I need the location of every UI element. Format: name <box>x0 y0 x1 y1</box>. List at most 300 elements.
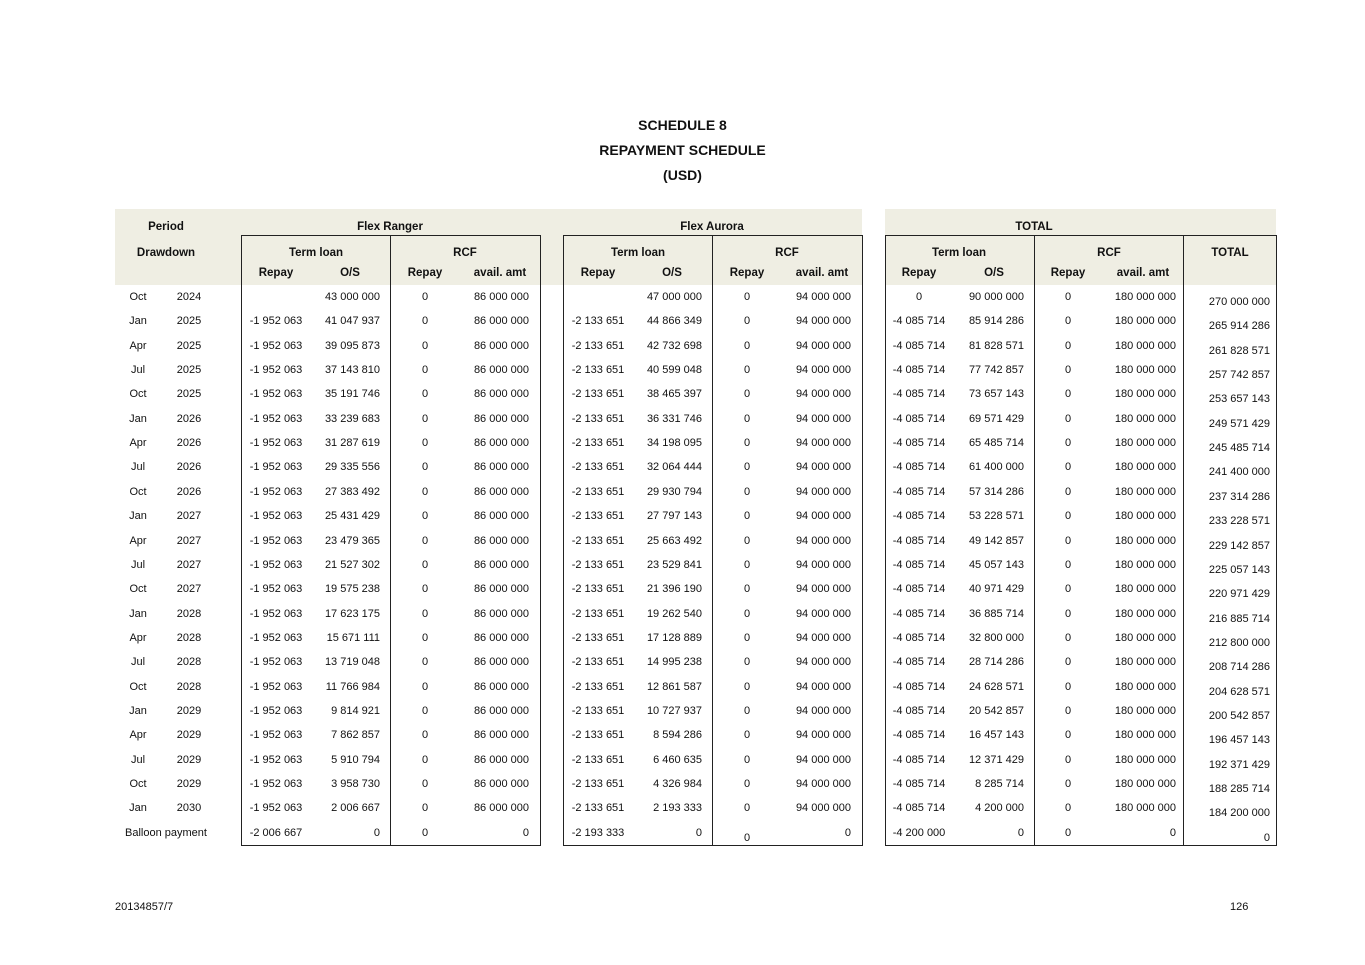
total-tl-repay-cell: -4 085 714 <box>892 778 946 790</box>
aurora-tl-os-cell: 40 599 048 <box>646 364 702 377</box>
total-divider-2 <box>1183 235 1184 846</box>
total-rcf-avail-cell: 180 000 000 <box>1114 680 1176 693</box>
total-tl-os-cell: 85 914 286 <box>968 315 1024 328</box>
ranger-rcf-avail-cell: 86 000 000 <box>473 339 529 352</box>
ranger-rcf-avail-cell: 86 000 000 <box>473 437 529 450</box>
aurora-rcf-avail-cell: 94 000 000 <box>795 364 851 377</box>
period-month: Jul <box>130 753 146 766</box>
ranger-rcf-avail-cell: 86 000 000 <box>473 802 529 815</box>
ranger-tl-os-cell: 17 623 175 <box>324 607 380 620</box>
ranger-tl-os-cell: 39 095 873 <box>324 339 380 352</box>
aurora-tl-repay-cell: -2 133 651 <box>571 437 625 450</box>
aurora-rcf-header: RCF <box>775 247 799 259</box>
aurora-tl-os-cell: 36 331 746 <box>646 412 702 425</box>
total-tl-repay-cell: -4 085 714 <box>892 607 946 620</box>
aurora-rcf-avail-cell: 94 000 000 <box>795 412 851 425</box>
total-rcf-avail-cell: 0 <box>1169 826 1176 839</box>
aurora-tl-os-cell: 42 732 698 <box>646 339 702 352</box>
period-year: 2024 <box>176 291 202 303</box>
period-year: 2028 <box>176 656 202 669</box>
total-tl-repay-cell: -4 085 714 <box>892 339 946 352</box>
ranger-tl-os-cell: 25 431 429 <box>324 510 380 523</box>
total-tl-os-cell: 0 <box>1017 826 1024 839</box>
period-year: 2026 <box>176 412 202 425</box>
ranger-tl-repay-cell: -1 952 063 <box>249 388 303 401</box>
ranger-rcf-repay-cell: 0 <box>421 607 429 620</box>
aurora-tl-repay-cell: -2 133 651 <box>571 388 625 401</box>
period-month: Jul <box>130 558 146 571</box>
ranger-rcf-repay-cell: 0 <box>421 729 429 742</box>
ranger-tl-os-cell: 0 <box>373 826 380 839</box>
ranger-tl-repay-cell: -2 006 667 <box>249 826 303 839</box>
grand-total-cell: 208 714 286 <box>1208 661 1270 674</box>
aurora-tl-os-header: O/S <box>662 267 682 279</box>
ranger-rcf-repay-cell: 0 <box>421 315 429 328</box>
grand-total-cell: 241 400 000 <box>1208 466 1270 479</box>
total-tl-os-cell: 24 628 571 <box>968 680 1024 693</box>
total-rcf-repay-cell: 0 <box>1064 412 1072 425</box>
aurora-tl-repay-cell: -2 133 651 <box>571 729 625 742</box>
ranger-tl-os-cell: 15 671 111 <box>326 631 380 644</box>
ranger-tl-os-cell: 29 335 556 <box>324 461 380 474</box>
ranger-tl-os-cell: 31 287 619 <box>324 437 380 450</box>
total-tl-os-cell: 40 971 429 <box>968 583 1024 596</box>
total-rcf-repay-cell: 0 <box>1064 534 1072 547</box>
aurora-rcf-repay-cell: 0 <box>743 704 751 717</box>
total-rcf-avail-cell: 180 000 000 <box>1114 656 1176 669</box>
total-rcf-repay-cell: 0 <box>1064 364 1072 377</box>
aurora-tl-os-cell: 47 000 000 <box>646 291 702 303</box>
total-rcf-avail-cell: 180 000 000 <box>1114 753 1176 766</box>
ranger-tl-os-cell: 27 383 492 <box>324 485 380 498</box>
total-rcf-repay-cell: 0 <box>1064 607 1072 620</box>
aurora-rcf-repay-cell: 0 <box>743 510 751 523</box>
total-rcf-repay-cell: 0 <box>1064 315 1072 328</box>
period-year: 2028 <box>176 607 202 620</box>
ranger-tl-repay-cell: -1 952 063 <box>249 534 303 547</box>
period-year: 2027 <box>176 583 202 596</box>
total-tl-repay-cell: -4 085 714 <box>892 534 946 547</box>
total-tl-os-cell: 69 571 429 <box>968 412 1024 425</box>
aurora-tl-os-cell: 12 861 587 <box>646 680 702 693</box>
total-tl-repay-cell: -4 085 714 <box>892 656 946 669</box>
total-rcf-repay-cell: 0 <box>1064 510 1072 523</box>
ranger-tl-os-cell: 19 575 238 <box>324 583 380 596</box>
ranger-rcf-repay-cell: 0 <box>421 388 429 401</box>
total-tl-os-cell: 45 057 143 <box>968 558 1024 571</box>
ranger-rcf-repay-cell: 0 <box>421 802 429 815</box>
total-rcf-avail-cell: 180 000 000 <box>1114 778 1176 790</box>
total-tl-os-cell: 73 657 143 <box>968 388 1024 401</box>
ranger-tl-repay-cell: -1 952 063 <box>249 729 303 742</box>
period-month: Jul <box>130 364 146 377</box>
aurora-tl-repay-cell: -2 133 651 <box>571 778 625 790</box>
schedule-subtitle: REPAYMENT SCHEDULE <box>599 142 766 158</box>
aurora-rcf-repay-cell: 0 <box>743 753 751 766</box>
aurora-tl-os-cell: 10 727 937 <box>646 704 702 717</box>
grand-total-cell: 233 228 571 <box>1208 515 1270 528</box>
aurora-rcf-repay-cell: 0 <box>743 339 751 352</box>
grand-total-cell: 245 485 714 <box>1208 442 1270 455</box>
total-tl-repay-cell: -4 085 714 <box>892 753 946 766</box>
aurora-rcf-avail-cell: 94 000 000 <box>795 437 851 450</box>
total-tl-os-cell: 53 228 571 <box>968 510 1024 523</box>
aurora-tl-repay-cell: -2 133 651 <box>571 485 625 498</box>
aurora-tl-os-cell: 25 663 492 <box>646 534 702 547</box>
total-tl-os-cell: 4 200 000 <box>975 802 1024 815</box>
ranger-tl-repay-cell: -1 952 063 <box>249 510 303 523</box>
aurora-tl-repay-cell: -2 133 651 <box>571 315 625 328</box>
ranger-rcf-avail-cell: 86 000 000 <box>473 704 529 717</box>
aurora-tl-repay-cell: -2 133 651 <box>571 753 625 766</box>
aurora-rcf-repay-header: Repay <box>729 267 765 279</box>
period-month: Apr <box>129 437 147 450</box>
total-rcf-repay-cell: 0 <box>1064 656 1072 669</box>
period-year: 2027 <box>176 510 202 523</box>
total-tl-os-cell: 65 485 714 <box>968 437 1024 450</box>
aurora-tl-repay-cell: -2 133 651 <box>571 607 625 620</box>
aurora-rcf-avail-cell: 94 000 000 <box>795 631 851 644</box>
total-rcf-avail-header: avail. amt <box>1116 267 1170 279</box>
total-rcf-avail-cell: 180 000 000 <box>1114 534 1176 547</box>
aurora-tl-os-cell: 32 064 444 <box>646 461 702 474</box>
total-rcf-avail-cell: 180 000 000 <box>1114 291 1176 303</box>
total-tl-os-cell: 49 142 857 <box>968 534 1024 547</box>
period-month: Oct <box>129 485 147 498</box>
ranger-rcf-avail-cell: 86 000 000 <box>473 388 529 401</box>
total-rcf-repay-cell: 0 <box>1064 558 1072 571</box>
period-month: Jan <box>129 412 147 425</box>
page-number: 126 <box>1230 901 1249 913</box>
aurora-rcf-repay-cell: 0 <box>743 412 751 425</box>
aurora-rcf-avail-cell: 94 000 000 <box>795 704 851 717</box>
total-rcf-avail-cell: 180 000 000 <box>1114 607 1176 620</box>
total-tl-repay-header: Repay <box>901 267 937 279</box>
ranger-tl-repay-cell: -1 952 063 <box>249 802 303 815</box>
total-rcf-avail-cell: 180 000 000 <box>1114 704 1176 717</box>
total-tl-repay-cell: -4 085 714 <box>892 437 946 450</box>
ranger-tl-os-cell: 23 479 365 <box>324 534 380 547</box>
period-year: 2026 <box>176 461 202 474</box>
aurora-tl-os-cell: 6 460 635 <box>653 753 702 766</box>
aurora-tl-os-cell: 21 396 190 <box>646 583 702 596</box>
period-month: Apr <box>129 631 147 644</box>
period-month: Oct <box>129 583 147 596</box>
ranger-rcf-repay-cell: 0 <box>421 680 429 693</box>
period-year: 2029 <box>176 729 202 742</box>
flex-ranger-divider <box>390 235 391 846</box>
period-month: Jan <box>129 607 147 620</box>
schedule-title: SCHEDULE 8 <box>638 117 727 133</box>
aurora-rcf-repay-cell: 0 <box>743 778 751 790</box>
aurora-rcf-avail-cell: 94 000 000 <box>795 510 851 523</box>
total-tl-os-cell: 32 800 000 <box>968 631 1024 644</box>
period-year: 2025 <box>176 388 202 401</box>
aurora-tl-repay-cell: -2 133 651 <box>571 631 625 644</box>
aurora-tl-repay-cell: -2 133 651 <box>571 339 625 352</box>
aurora-rcf-avail-cell: 94 000 000 <box>795 339 851 352</box>
aurora-tl-os-cell: 14 995 238 <box>646 656 702 669</box>
total-tl-os-cell: 16 457 143 <box>968 729 1024 742</box>
total-divider-1 <box>1034 235 1035 846</box>
period-year: 2029 <box>176 778 202 790</box>
ranger-rcf-repay-cell: 0 <box>421 778 429 790</box>
aurora-rcf-repay-cell: 0 <box>743 437 751 450</box>
total-rcf-avail-cell: 180 000 000 <box>1114 558 1176 571</box>
aurora-rcf-repay-cell: 0 <box>743 534 751 547</box>
total-group-header: TOTAL <box>1015 221 1053 233</box>
ranger-tl-repay-cell: -1 952 063 <box>249 583 303 596</box>
ranger-rcf-avail-cell: 86 000 000 <box>473 656 529 669</box>
period-month: Jul <box>130 656 146 669</box>
total-tl-os-header: O/S <box>984 267 1004 279</box>
total-rcf-repay-cell: 0 <box>1064 631 1072 644</box>
total-tl-repay-cell: -4 085 714 <box>892 680 946 693</box>
ranger-rcf-repay-cell: 0 <box>421 339 429 352</box>
period-month: Oct <box>129 680 147 693</box>
ranger-tl-repay-cell: -1 952 063 <box>249 680 303 693</box>
total-term-loan-header: Term loan <box>931 247 987 259</box>
ranger-tl-repay-cell: -1 952 063 <box>249 461 303 474</box>
aurora-tl-os-cell: 4 326 984 <box>653 778 702 790</box>
grand-total-cell: 229 142 857 <box>1208 539 1270 552</box>
aurora-rcf-repay-cell: 0 <box>743 729 751 742</box>
aurora-rcf-repay-cell: 0 <box>743 656 751 669</box>
total-tl-repay-cell: -4 085 714 <box>892 412 946 425</box>
total-rcf-repay-header: Repay <box>1050 267 1086 279</box>
total-tl-repay-cell: -4 085 714 <box>892 461 946 474</box>
aurora-tl-repay-cell: -2 133 651 <box>571 656 625 669</box>
aurora-rcf-repay-cell: 0 <box>743 558 751 571</box>
ranger-rcf-repay-cell: 0 <box>421 510 429 523</box>
total-tl-os-cell: 77 742 857 <box>968 364 1024 377</box>
total-rcf-avail-cell: 180 000 000 <box>1114 339 1176 352</box>
ranger-tl-os-cell: 2 006 667 <box>331 802 380 815</box>
aurora-rcf-repay-cell: 0 <box>743 583 751 596</box>
total-tl-os-cell: 57 314 286 <box>968 485 1024 498</box>
ranger-rcf-header: RCF <box>453 247 477 259</box>
ranger-tl-os-cell: 43 000 000 <box>324 291 380 303</box>
ranger-rcf-avail-header: avail. amt <box>473 267 527 279</box>
grand-total-cell: 237 314 286 <box>1208 490 1270 503</box>
period-month: Oct <box>129 291 147 303</box>
grand-total-cell: 192 371 429 <box>1208 758 1270 771</box>
aurora-rcf-repay-cell: 0 <box>743 802 751 815</box>
total-rcf-repay-cell: 0 <box>1064 778 1072 790</box>
ranger-tl-repay-cell: -1 952 063 <box>249 412 303 425</box>
grand-total-cell: 196 457 143 <box>1208 734 1270 747</box>
total-rcf-repay-cell: 0 <box>1064 753 1072 766</box>
period-month: Oct <box>129 778 147 790</box>
aurora-tl-repay-cell: -2 133 651 <box>571 461 625 474</box>
aurora-tl-repay-cell: -2 133 651 <box>571 364 625 377</box>
total-tl-repay-cell: -4 085 714 <box>892 704 946 717</box>
ranger-tl-repay-cell: -1 952 063 <box>249 607 303 620</box>
ranger-tl-os-cell: 13 719 048 <box>324 656 380 669</box>
ranger-rcf-avail-cell: 86 000 000 <box>473 583 529 596</box>
aurora-rcf-avail-cell: 94 000 000 <box>795 607 851 620</box>
aurora-tl-os-cell: 8 594 286 <box>653 729 702 742</box>
grand-total-cell: 216 885 714 <box>1208 612 1270 625</box>
aurora-tl-repay-cell: -2 133 651 <box>571 704 625 717</box>
grand-total-cell: 184 200 000 <box>1208 807 1270 820</box>
total-rcf-repay-cell: 0 <box>1064 461 1072 474</box>
aurora-rcf-avail-header: avail. amt <box>795 267 849 279</box>
ranger-tl-repay-cell: -1 952 063 <box>249 704 303 717</box>
period-month: Apr <box>129 534 147 547</box>
flex-aurora-header: Flex Aurora <box>680 221 744 233</box>
aurora-rcf-repay-cell: 0 <box>743 461 751 474</box>
aurora-rcf-repay-cell: 0 <box>743 388 751 401</box>
total-tl-os-cell: 12 371 429 <box>968 753 1024 766</box>
grand-total-cell: 253 657 143 <box>1208 393 1270 406</box>
total-rcf-avail-cell: 180 000 000 <box>1114 364 1176 377</box>
total-rcf-repay-cell: 0 <box>1064 291 1072 303</box>
grand-total-cell: 270 000 000 <box>1208 296 1270 308</box>
flex-aurora-divider <box>712 235 713 846</box>
aurora-tl-os-cell: 27 797 143 <box>646 510 702 523</box>
total-tl-repay-cell: -4 085 714 <box>892 631 946 644</box>
aurora-tl-os-cell: 19 262 540 <box>646 607 702 620</box>
aurora-rcf-avail-cell: 94 000 000 <box>795 461 851 474</box>
aurora-rcf-avail-cell: 94 000 000 <box>795 778 851 790</box>
total-rcf-repay-cell: 0 <box>1064 680 1072 693</box>
aurora-rcf-repay-cell: 0 <box>743 631 751 644</box>
ranger-tl-os-cell: 33 239 683 <box>324 412 380 425</box>
aurora-tl-repay-cell: -2 133 651 <box>571 412 625 425</box>
total-tl-repay-cell: -4 085 714 <box>892 558 946 571</box>
aurora-tl-os-cell: 34 198 095 <box>646 437 702 450</box>
aurora-rcf-repay-cell: 0 <box>743 291 751 303</box>
ranger-tl-os-cell: 7 862 857 <box>331 729 380 742</box>
period-year: 2025 <box>176 364 202 377</box>
aurora-rcf-avail-cell: 0 <box>844 826 851 839</box>
aurora-rcf-repay-cell: 0 <box>743 831 751 844</box>
aurora-rcf-avail-cell: 94 000 000 <box>795 729 851 742</box>
ranger-term-loan-header: Term loan <box>288 247 344 259</box>
aurora-rcf-avail-cell: 94 000 000 <box>795 315 851 328</box>
aurora-rcf-avail-cell: 94 000 000 <box>795 558 851 571</box>
aurora-rcf-avail-cell: 94 000 000 <box>795 388 851 401</box>
aurora-tl-repay-header: Repay <box>580 267 616 279</box>
ranger-rcf-repay-cell: 0 <box>421 437 429 450</box>
ranger-rcf-avail-cell: 86 000 000 <box>473 778 529 790</box>
ranger-tl-repay-cell: -1 952 063 <box>249 485 303 498</box>
ranger-rcf-avail-cell: 86 000 000 <box>473 607 529 620</box>
period-month: Jan <box>129 802 147 815</box>
total-tl-repay-cell: -4 085 714 <box>892 729 946 742</box>
total-tl-repay-cell: -4 085 714 <box>892 802 946 815</box>
ranger-tl-os-cell: 11 766 984 <box>325 680 380 693</box>
ranger-tl-repay-cell: -1 952 063 <box>249 558 303 571</box>
aurora-rcf-avail-cell: 94 000 000 <box>795 753 851 766</box>
aurora-tl-repay-cell: -2 133 651 <box>571 534 625 547</box>
total-tl-repay-cell: 0 <box>915 291 923 303</box>
total-rcf-repay-cell: 0 <box>1064 826 1072 839</box>
period-year: 2030 <box>176 802 202 815</box>
drawdown-header: Drawdown <box>136 247 196 259</box>
grand-total-cell: 204 628 571 <box>1208 685 1270 698</box>
grand-total-cell: 225 057 143 <box>1208 563 1270 576</box>
aurora-tl-repay-cell: -2 193 333 <box>571 826 625 839</box>
ranger-tl-repay-header: Repay <box>258 267 294 279</box>
aurora-rcf-avail-cell: 94 000 000 <box>795 680 851 693</box>
period-month: Jan <box>129 704 147 717</box>
aurora-rcf-avail-cell: 94 000 000 <box>795 802 851 815</box>
total-rcf-avail-cell: 180 000 000 <box>1114 510 1176 523</box>
total-rcf-avail-cell: 180 000 000 <box>1114 461 1176 474</box>
aurora-term-loan-header: Term loan <box>610 247 666 259</box>
total-tl-repay-cell: -4 085 714 <box>892 315 946 328</box>
flex-ranger-header: Flex Ranger <box>357 221 423 233</box>
total-rcf-repay-cell: 0 <box>1064 485 1072 498</box>
total-rcf-avail-cell: 180 000 000 <box>1114 583 1176 596</box>
total-rcf-avail-cell: 180 000 000 <box>1114 729 1176 742</box>
ranger-rcf-avail-cell: 86 000 000 <box>473 753 529 766</box>
total-column-header: TOTAL <box>1211 247 1249 259</box>
total-tl-repay-cell: -4 085 714 <box>892 388 946 401</box>
period-label: Balloon payment <box>125 826 207 839</box>
total-tl-repay-cell: -4 085 714 <box>892 485 946 498</box>
aurora-rcf-repay-cell: 0 <box>743 364 751 377</box>
currency-label: (USD) <box>663 167 702 183</box>
period-year: 2028 <box>176 680 202 693</box>
grand-total-cell: 249 571 429 <box>1208 417 1270 430</box>
total-tl-os-cell: 36 885 714 <box>968 607 1024 620</box>
ranger-tl-os-cell: 35 191 746 <box>324 388 380 401</box>
ranger-rcf-repay-cell: 0 <box>421 291 429 303</box>
period-month: Apr <box>129 729 147 742</box>
ranger-tl-repay-cell: -1 952 063 <box>249 778 303 790</box>
ranger-rcf-repay-cell: 0 <box>421 534 429 547</box>
grand-total-cell: 220 971 429 <box>1208 588 1270 601</box>
ranger-tl-os-cell: 21 527 302 <box>324 558 380 571</box>
total-rcf-avail-cell: 180 000 000 <box>1114 485 1176 498</box>
grand-total-cell: 265 914 286 <box>1208 320 1270 333</box>
ranger-rcf-repay-cell: 0 <box>421 656 429 669</box>
ranger-rcf-avail-cell: 86 000 000 <box>473 364 529 377</box>
total-rcf-repay-cell: 0 <box>1064 388 1072 401</box>
ranger-rcf-avail-cell: 86 000 000 <box>473 558 529 571</box>
ranger-tl-repay-cell: -1 952 063 <box>249 656 303 669</box>
period-year: 2026 <box>176 437 202 450</box>
ranger-rcf-avail-cell: 86 000 000 <box>473 534 529 547</box>
ranger-rcf-repay-cell: 0 <box>421 558 429 571</box>
ranger-rcf-repay-cell: 0 <box>421 631 429 644</box>
total-rcf-avail-cell: 180 000 000 <box>1114 437 1176 450</box>
ranger-rcf-repay-cell: 0 <box>421 583 429 596</box>
ranger-tl-repay-cell: -1 952 063 <box>249 437 303 450</box>
ranger-tl-repay-cell: -1 952 063 <box>249 315 303 328</box>
ranger-rcf-avail-cell: 86 000 000 <box>473 315 529 328</box>
ranger-rcf-repay-header: Repay <box>407 267 443 279</box>
ranger-rcf-avail-cell: 86 000 000 <box>473 412 529 425</box>
ranger-rcf-avail-cell: 86 000 000 <box>473 510 529 523</box>
aurora-tl-os-cell: 17 128 889 <box>646 631 702 644</box>
ranger-rcf-repay-cell: 0 <box>421 753 429 766</box>
ranger-tl-repay-cell: -1 952 063 <box>249 364 303 377</box>
total-rcf-repay-cell: 0 <box>1064 802 1072 815</box>
aurora-rcf-repay-cell: 0 <box>743 607 751 620</box>
ranger-tl-repay-cell: -1 952 063 <box>249 339 303 352</box>
ranger-tl-os-cell: 3 958 730 <box>331 778 380 790</box>
ranger-tl-os-cell: 5 910 794 <box>331 753 380 766</box>
aurora-rcf-avail-cell: 94 000 000 <box>795 583 851 596</box>
ranger-rcf-repay-cell: 0 <box>421 485 429 498</box>
aurora-tl-os-cell: 2 193 333 <box>653 802 702 815</box>
total-tl-os-cell: 8 285 714 <box>975 778 1024 790</box>
period-month: Oct <box>129 388 147 401</box>
